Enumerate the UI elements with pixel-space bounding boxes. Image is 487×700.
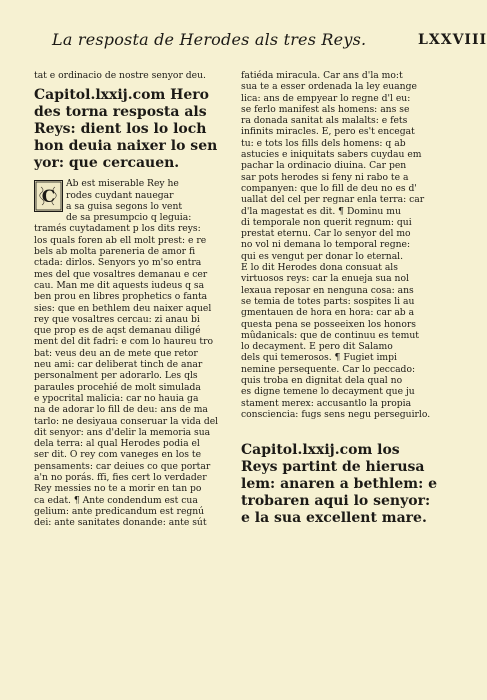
text-line: tarlo: ne desiyaua conseruar la vida del: [34, 415, 219, 427]
text-line: dei: ante sanitates donande: ante sút: [34, 517, 207, 529]
heading-line: Reys: dient los lo loch: [34, 121, 207, 138]
heading-line: Reys partint de hierusa: [241, 459, 425, 476]
heading-line: Capitol.lxxij.com Hero: [34, 87, 209, 104]
text-line: lo decayment. E pero dit Salamo: [241, 341, 393, 353]
text-line: fatiéda miracula. Car ans d'la mo:t: [241, 70, 403, 81]
text-line: dit senyor: ans d'delir la memoria sua: [34, 426, 211, 438]
text-line: infinits miracles. E, pero es't encegat: [241, 126, 415, 138]
heading-line: e la sua excellent mare.: [241, 510, 427, 527]
text-line: mes del que vosaltres demanau e cer: [34, 268, 208, 280]
text-line: paraules procehié de molt simulada: [34, 381, 201, 393]
text-line: es digne temene lo decayment que ju: [241, 386, 415, 398]
initial-letter: C: [41, 187, 56, 208]
heading-line: lem: anaren a bethlem: e: [241, 476, 438, 493]
text-line: a'n no porás. ffi, fies cert lo verdader: [34, 472, 207, 484]
intro-line: tat e ordinacio de nostre senyor deu.: [34, 70, 206, 81]
heading-line: hon deuia naixer lo sen: [34, 138, 218, 155]
text-line: questa pena se posseeixen los honors: [241, 318, 416, 330]
right-body-text: [241, 70, 431, 420]
text-line: prestat eternu. Car lo senyor del mo: [241, 228, 411, 240]
text-line: ra donada sanitat als malalts: e fets: [241, 115, 408, 127]
text-line: pachar la ordinacio diuina. Car pen: [241, 160, 407, 172]
text-line: dels qui temerosos. ¶ Fugiet impi: [241, 352, 397, 364]
heading-line: yor: que cercauen.: [34, 155, 180, 172]
heading-line: trobaren aqui lo senyor:: [241, 493, 431, 510]
left-column: [34, 70, 220, 660]
text-line: gelium: ante predicandum est regnú: [34, 505, 205, 517]
text-line: que prop es de aqst demanau diligé: [34, 325, 201, 337]
folio-number: LXXVIII: [418, 32, 487, 48]
text-line: d'la magestat es dit. ¶ Dominu mu: [241, 205, 401, 217]
text-line: los quals foren ab ell molt prest: e re: [34, 234, 207, 246]
text-line: Rey messies no te a morir en tan po: [34, 483, 202, 495]
right-column: [241, 70, 438, 610]
text-line: se ferlo manifest als homens: ans se: [241, 103, 410, 115]
text-line: sies: que en bethlem deu naixer aquel: [34, 302, 212, 314]
heading-line: des torna resposta als: [34, 104, 207, 121]
text-line: uallat del cel per regnar enla terra: car: [241, 194, 425, 206]
text-line: tramés cuytadament p los dits reys:: [34, 223, 201, 235]
text-line: bels ab molta pareneria de amor fi: [34, 246, 196, 258]
text-line: personalment per adorarlo. Les qls: [34, 370, 198, 382]
text-line: ment del dit fadri: e com lo haureu tro: [34, 336, 214, 348]
text-line: ben prou en libres prophetics o fanta: [34, 291, 208, 303]
text-line: virtuosos reys: car la enueja sua nol: [241, 273, 409, 285]
text-line: dela terra: al qual Herodes podia el: [34, 438, 200, 450]
text-line: rodes cuydant nauegar: [66, 189, 174, 201]
text-line: neu ami: car deliberat tinch de anar: [34, 359, 203, 371]
text-line: stament merex: accusantlo la propia: [241, 397, 412, 409]
heading-line: Capitol.lxxij.com los: [241, 442, 400, 459]
text-line: rey que vosaltres cercau: zi anau bi: [34, 313, 200, 325]
text-line: na de adorar lo fill de deu: ans de ma: [34, 404, 208, 416]
text-line: E lo dit Herodes dona consuat als: [241, 262, 398, 274]
text-line: di temporale non querit regnum: qui: [241, 216, 412, 228]
chapter-heading-right: [241, 442, 438, 527]
text-line: ca edat. ¶ Ante condendum est cua: [34, 494, 198, 506]
text-line: qui es vengut per donar lo eternal.: [241, 250, 404, 262]
text-line: sua te a esser ordenada la ley euange: [241, 81, 417, 93]
text-line: no vol ni demana lo temporal regne:: [241, 239, 411, 251]
decorated-initial-icon: [34, 180, 63, 212]
text-line: quis troba en dignitat dela qual no: [241, 375, 403, 387]
text-line: bat: veus deu an de mete que retor: [34, 347, 198, 359]
text-line: cau. Man me dit aquests iudeus q sa: [34, 279, 205, 291]
text-line: ctada: dirlos. Senyors yo m'so entra: [34, 257, 202, 269]
text-line: companyen: que lo fill de deu no es d': [241, 182, 417, 194]
text-line: mûdanicals: que de continuu es temut: [241, 329, 419, 341]
text-line: a sa guisa segons lo vent: [66, 200, 183, 212]
text-line: lexaua reposar en nenguna cosa: ans: [241, 284, 414, 296]
text-line: lica: ans de empyear lo regne d'l eu:: [241, 92, 411, 104]
text-line: consciencia: fugs sens negu perseguirlo.: [241, 408, 431, 420]
text-line: de sa presumpcio q leguia:: [66, 212, 192, 224]
text-line: e ypocrital malicia: car no hauia ga: [34, 392, 199, 404]
text-line: ser dit. O rey com vaneges en los te: [34, 449, 202, 461]
text-line: sar pots herodes si feny ni rabo te a: [241, 171, 409, 183]
left-body-text: [34, 223, 220, 528]
text-line: se temia de totes parts: sospites li au: [241, 295, 415, 307]
running-head: La resposta de Herodes als tres Reys.: [52, 30, 367, 49]
text-line: astucies e iniquitats sabers cuydau em: [241, 149, 422, 161]
decorated-paragraph: [34, 178, 220, 223]
chapter-heading-left: [34, 87, 220, 172]
text-line: nemine persequente. Car lo peccado:: [241, 363, 416, 375]
text-line: Ab est miserable Rey he: [66, 178, 179, 190]
text-line: gmentauen de hora en hora: car ab a: [241, 307, 415, 319]
text-line: pensaments: car deiues co que portar: [34, 460, 211, 472]
text-line: tu: e tots los fills dels homens: q ab: [241, 137, 406, 149]
